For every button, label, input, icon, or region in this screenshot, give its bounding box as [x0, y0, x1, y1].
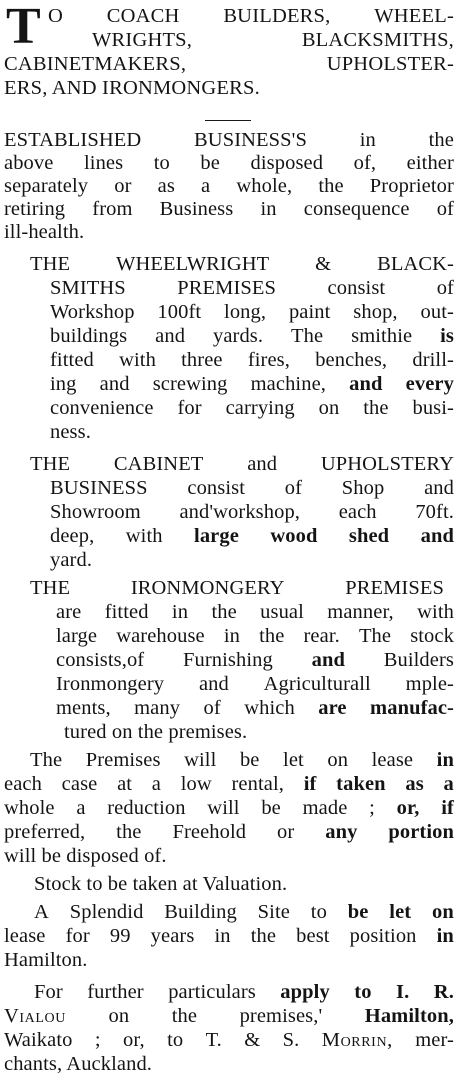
word: and [420, 525, 454, 547]
word: in [436, 749, 454, 771]
word: in [223, 625, 240, 647]
word: rental, [231, 773, 284, 795]
word: ; [369, 797, 375, 819]
word: Waikato [4, 1029, 73, 1051]
word: CABINET [113, 453, 204, 475]
word: and [198, 673, 229, 695]
word: shop, [353, 301, 398, 323]
word: smithie [351, 325, 413, 347]
word: of [284, 477, 303, 499]
lease-line-3 [4, 797, 454, 819]
word: above [4, 152, 54, 174]
word: 100ft [157, 301, 202, 323]
word: further [87, 981, 144, 1003]
site-line-1 [34, 901, 454, 923]
word: Freehold [172, 821, 247, 843]
heading-line-3 [4, 53, 454, 75]
word: to [167, 1029, 184, 1051]
word: The [358, 625, 392, 647]
word: deep, [50, 525, 95, 547]
word: THE [30, 253, 71, 275]
word: 99 [109, 925, 131, 947]
word: particulars [168, 981, 256, 1003]
word: rear. [303, 625, 340, 647]
word: Hamilton, [364, 1005, 454, 1027]
word: the [250, 925, 277, 947]
word: or [114, 175, 132, 197]
word: each [338, 501, 377, 523]
word: many [134, 697, 181, 719]
intro-line-4 [4, 198, 454, 220]
word: busi- [412, 397, 454, 419]
word: T. [205, 1029, 222, 1051]
word: to [310, 901, 327, 923]
word: in [214, 925, 231, 947]
word: Showroom [50, 501, 141, 523]
word: PREMISES [345, 577, 444, 599]
word: Proprietor [369, 175, 454, 197]
word: stock [410, 625, 454, 647]
word: Agriculturall [263, 673, 371, 695]
word: or, [123, 1029, 145, 1051]
word: drill- [412, 349, 454, 371]
heading-line-2 [92, 29, 454, 51]
site-line-2 [4, 925, 454, 947]
word: wood [270, 525, 318, 547]
word: Morrin, [321, 1029, 393, 1051]
word: Splendid [69, 901, 144, 923]
word: a [443, 773, 454, 795]
stock-line: Stock to be taken at Valuation. [34, 873, 288, 895]
word: SMITHS [50, 277, 126, 299]
word: years [150, 925, 195, 947]
word: ments, [56, 697, 111, 719]
word: and [349, 373, 383, 395]
word: Builders [383, 649, 454, 671]
word: carrying [225, 397, 295, 419]
intro-line-5: ill-health. [4, 221, 85, 243]
cabinet-heading-1 [30, 453, 454, 475]
word: long, [224, 301, 267, 323]
word: on [327, 749, 349, 771]
word: and [247, 453, 278, 475]
word: I. [396, 981, 410, 1003]
cabinet-line-4 [50, 525, 454, 547]
word: manner, [327, 601, 394, 623]
word: be [239, 749, 260, 771]
word: will [207, 797, 240, 819]
heading-word: BLACKSMITHS, [301, 29, 454, 51]
word: Ironmongery [56, 673, 165, 695]
separator-rule [205, 120, 251, 121]
word: with [119, 349, 156, 371]
word: Premises [85, 749, 161, 771]
lease-line-2 [4, 773, 454, 795]
word: IRONMONGERY [130, 577, 285, 599]
word: UPHOLSTERY [320, 453, 454, 475]
word: screwing [152, 373, 228, 395]
word: or, [396, 797, 420, 819]
word: large [56, 625, 98, 647]
heading-line-1 [48, 5, 454, 27]
heading-word: CABINETMAKERS, [4, 53, 187, 75]
lease-line-4 [4, 821, 454, 843]
word: consists,of [56, 649, 145, 671]
word: are [318, 697, 347, 719]
word: Furnishing [182, 649, 273, 671]
word: of [436, 277, 454, 299]
intro-line-3 [4, 175, 454, 197]
word: S. [282, 1029, 300, 1051]
word: Building [164, 901, 237, 923]
word: taken [336, 773, 386, 795]
word: mple- [405, 673, 454, 695]
word: low [180, 773, 212, 795]
word: on [108, 1005, 130, 1027]
word: & [315, 253, 332, 275]
word: to [354, 981, 372, 1003]
word: manufac- [370, 697, 454, 719]
wheelwright-line-5 [50, 349, 454, 371]
wheelwright-line-7 [50, 397, 454, 419]
word: if [441, 797, 454, 819]
word: ; [94, 1029, 101, 1051]
word: yards. [212, 325, 264, 347]
word: mer- [415, 1029, 454, 1051]
heading-word: UPHOLSTER- [326, 53, 454, 75]
word: at [117, 773, 133, 795]
cabinet-line-2 [50, 477, 454, 499]
word: in [171, 601, 189, 623]
word: whole, [236, 175, 293, 197]
word: usual [260, 601, 304, 623]
word: the [259, 625, 285, 647]
ironmongery-line-6 [56, 697, 454, 719]
word: in [436, 925, 454, 947]
word: be [200, 152, 220, 174]
word: or [277, 821, 295, 843]
word: THE [30, 453, 71, 475]
word: for [65, 925, 90, 947]
word: A [34, 901, 49, 923]
word: warehouse [116, 625, 205, 647]
word: Vialou [4, 1005, 66, 1027]
apply-line-1 [34, 981, 454, 1003]
word: the [211, 601, 237, 623]
word: consist [327, 277, 386, 299]
word: and [424, 477, 454, 499]
word: benches, [315, 349, 388, 371]
word: of, [353, 152, 377, 174]
intro-line-1 [4, 129, 454, 151]
word: let [283, 749, 304, 771]
word: of [436, 198, 454, 220]
heading-word: BUILDERS, [223, 5, 331, 27]
ironmongery-line-2 [56, 601, 454, 623]
word: from [92, 198, 133, 220]
word: to [153, 152, 170, 174]
word: the [428, 129, 454, 151]
word: shed [348, 525, 390, 547]
word: the [318, 175, 344, 197]
word: BUSINESS [50, 477, 148, 499]
word: retiring [4, 198, 66, 220]
wheelwright-line-8: ness. [50, 421, 91, 443]
word: For [34, 981, 63, 1003]
heading-word: O [48, 5, 64, 27]
word: are [56, 601, 82, 623]
word: 70ft. [415, 501, 454, 523]
word: Workshop [50, 301, 135, 323]
lease-line-1 [30, 749, 454, 771]
word: which [244, 697, 295, 719]
word: and [155, 325, 186, 347]
word: a [201, 175, 211, 197]
wheelwright-line-3 [50, 301, 454, 323]
word: preferred, [4, 821, 86, 843]
ironmongery-heading [30, 577, 444, 599]
word: consequence [303, 198, 410, 220]
word: fires, [247, 349, 290, 371]
word: a [76, 797, 86, 819]
wheelwright-line-6 [50, 373, 454, 395]
word: Business [159, 198, 234, 220]
word: & [244, 1029, 261, 1051]
intro-line-2 [4, 152, 454, 174]
word: lease [4, 925, 46, 947]
word: PREMISES [177, 277, 277, 299]
word: separately [4, 175, 89, 197]
apply-line-3 [4, 1029, 454, 1051]
word: whole [4, 797, 55, 819]
word: and [311, 649, 345, 671]
word: let [389, 901, 412, 923]
word: and [99, 373, 130, 395]
word: fitted [104, 601, 149, 623]
apply-line-4: chants, Auckland. [4, 1053, 153, 1075]
word: in [359, 129, 376, 151]
word: be [261, 797, 281, 819]
word: on [432, 901, 454, 923]
word: out- [420, 301, 454, 323]
word: large [194, 525, 239, 547]
word: the [171, 1005, 198, 1027]
word: premises,' [239, 1005, 323, 1027]
word: ing [50, 373, 77, 395]
word: THE [30, 577, 71, 599]
word: as [405, 773, 424, 795]
drop-cap: T [6, 0, 41, 55]
wheelwright-line-2 [50, 277, 454, 299]
word: lease [371, 749, 414, 771]
word: fitted [50, 349, 94, 371]
word: for [177, 397, 202, 419]
word: of [203, 697, 221, 719]
apply-line-2 [4, 1005, 454, 1027]
word: Shop [341, 477, 385, 499]
word: WHEELWRIGHT [116, 253, 270, 275]
word: best [296, 925, 330, 947]
word: The [291, 325, 324, 347]
ironmongery-line-5 [56, 673, 454, 695]
ironmongery-line-7: tured on the premises. [64, 721, 248, 743]
word: on [318, 397, 340, 419]
word: reduction [107, 797, 186, 819]
word: any [325, 821, 358, 843]
cabinet-line-3 [50, 501, 454, 523]
wheelwright-line-4 [50, 325, 454, 347]
heading-line-4: ERS, AND IRONMONGERS. [4, 77, 260, 99]
word: the [363, 397, 389, 419]
word: either [406, 152, 454, 174]
word: each [4, 773, 42, 795]
word: Site [257, 901, 290, 923]
word: with [417, 601, 454, 623]
word: lines [83, 152, 124, 174]
word: every [405, 373, 454, 395]
word: portion [388, 821, 454, 843]
word: buildings [50, 325, 128, 347]
word: position [349, 925, 417, 947]
word: R. [433, 981, 454, 1003]
word: be [347, 901, 369, 923]
heading-word: COACH [106, 5, 180, 27]
word: if [303, 773, 317, 795]
ironmongery-line-4 [56, 649, 454, 671]
word: the [116, 821, 142, 843]
heading-word: WRIGHTS, [92, 29, 193, 51]
word: will [184, 749, 217, 771]
word: convenience [50, 397, 154, 419]
word: ESTABLISHED [4, 129, 142, 151]
word: BLACK- [377, 253, 454, 275]
word: with [125, 525, 163, 547]
word: paint [288, 301, 331, 323]
word: BUSINESS'S [194, 129, 307, 151]
word: made [302, 797, 348, 819]
word: a [151, 773, 161, 795]
word: apply [280, 981, 330, 1003]
wheelwright-heading-1 [30, 253, 454, 275]
heading-word: WHEEL- [374, 5, 454, 27]
ironmongery-line-3 [56, 625, 454, 647]
word: in [260, 198, 277, 220]
cabinet-line-5: yard. [50, 549, 93, 571]
word: consist [187, 477, 246, 499]
word: as [157, 175, 175, 197]
word: machine, [250, 373, 327, 395]
site-line-3: Hamilton. [4, 949, 88, 971]
word: case [61, 773, 98, 795]
word: three [181, 349, 223, 371]
lease-line-5: will be disposed of. [4, 845, 167, 867]
word: disposed [250, 152, 324, 174]
word: is [440, 325, 454, 347]
word: and'workshop, [179, 501, 301, 523]
word: The [30, 749, 63, 771]
